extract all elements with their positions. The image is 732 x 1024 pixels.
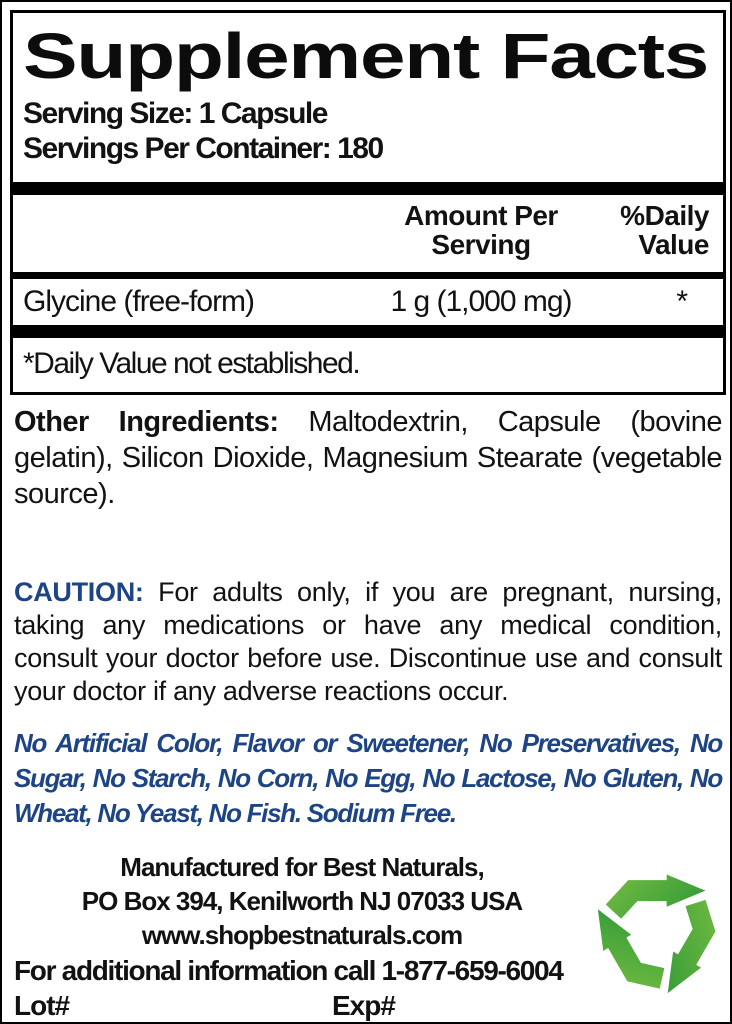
- manufacturer-block: [2, 850, 602, 952]
- header-dv-line1: %Daily: [620, 200, 709, 231]
- header-amount-line2: Serving: [431, 229, 531, 260]
- table-row: [23, 285, 713, 318]
- caution-paragraph: [14, 576, 722, 708]
- manufacturer-line1: Manufactured for Best Naturals,: [120, 852, 484, 882]
- other-ingredients-paragraph: [14, 404, 722, 512]
- manufacturer-line2: PO Box 394, Kenilworth NJ 07033 USA: [81, 886, 523, 916]
- divider-bar-bottom: [13, 325, 723, 338]
- other-ingredients-label: Other Ingredients:: [14, 406, 279, 438]
- lot-label: Lot#: [14, 990, 70, 1021]
- ingredient-amount: 1 g (1,000 mg): [390, 285, 572, 318]
- servings-per-container: Servings Per Container: 180: [23, 132, 383, 165]
- table-header-row: [23, 201, 713, 259]
- header-daily-value: [601, 201, 713, 259]
- header-amount-line1: Amount Per: [404, 200, 558, 231]
- recycle-icon: [586, 856, 728, 1006]
- header-amount-per-serving: [361, 201, 601, 259]
- divider-bar-header: [13, 272, 723, 279]
- claims-paragraph: No Artificial Color, Flavor or Sweetener, No Preservatives, No Sugar, No Starch, No Corn, No Egg, No Lactose, No Gluten, No Wheat, No Yeast, No Fish. Sodium Free.: [14, 728, 722, 828]
- header-spacer: [23, 201, 361, 259]
- serving-size: Serving Size: 1 Capsule: [23, 97, 327, 130]
- daily-value-footnote: *Daily Value not established.: [23, 347, 360, 380]
- phone-info-line: For additional information call 1-877-659-6004: [14, 955, 563, 986]
- caution-label: CAUTION:: [14, 577, 144, 607]
- caution-text: For adults only, if you are pregnant, nursing, taking any medications or have any medical condition, consult your doctor before use. Discontinue use and consult your doctor if any adverse reactions occur.: [14, 577, 722, 706]
- exp-label: Exp#: [332, 990, 395, 1021]
- divider-bar-top: [13, 182, 723, 195]
- header-dv-line2: Value: [638, 229, 709, 260]
- supplement-facts-panel: [10, 10, 726, 395]
- panel-title: Supplement Facts: [23, 20, 709, 92]
- ingredient-name: Glycine (free-form): [23, 285, 255, 318]
- ingredient-daily-value: *: [676, 285, 687, 318]
- other-ingredients-text: Maltodextrin, Capsule (bovine gelatin), Silicon Dioxide, Magnesium Stearate (vegetable source).: [14, 406, 722, 510]
- manufacturer-website: www.shopbestnaturals.com: [141, 920, 463, 950]
